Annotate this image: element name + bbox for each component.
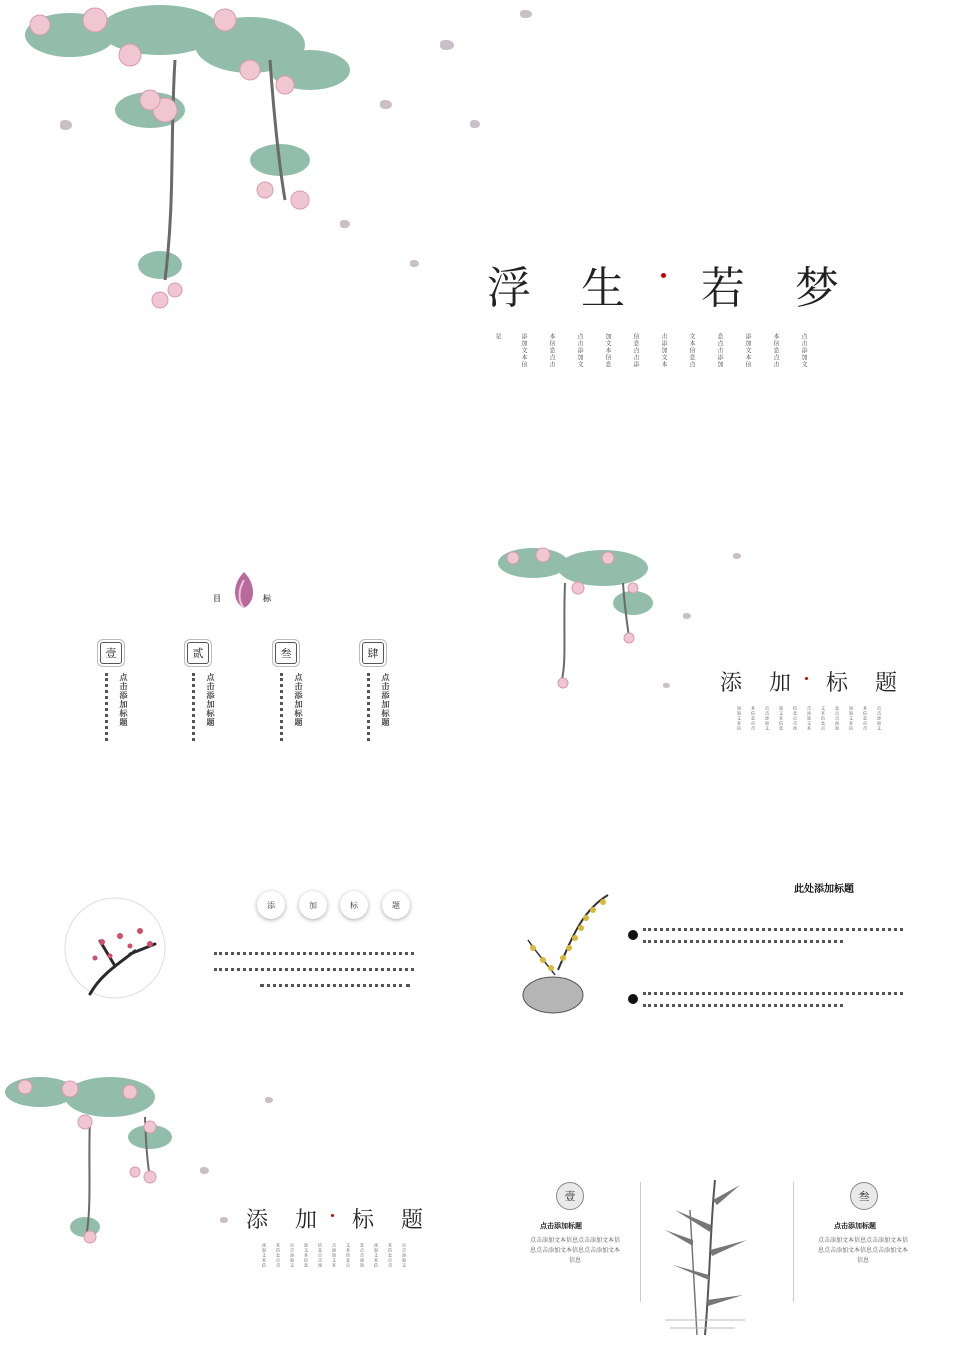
title-circle: 标 [340,891,368,919]
title-circle: 添 [257,891,285,919]
title-dot [805,677,808,680]
toc-right: 标 [263,594,271,603]
petal [200,1167,209,1174]
section-subtext-column: 添加文本信 [737,706,742,731]
section-subtext-column: 点击添加文 [765,706,770,731]
section-title-left: 添 加 [720,671,801,696]
toc-seal: 叁 [275,642,297,664]
section-subtext-column: 添加文本信 [262,1243,267,1268]
cover-title-right: 若 梦 [701,263,857,314]
title-circle: 加 [299,891,327,919]
section-subtext-column: 击添加文本 [332,1243,337,1268]
slide-vase [483,860,960,1060]
petal [663,683,670,688]
section-title-left: 添 加 [246,1208,327,1233]
right-text: 点击添加文本信息点击添加文本信息点击添加文本信息点击添加文本信息 [818,1237,909,1264]
body-line [214,952,414,956]
left-text: 点击添加文本信息点击添加文本信息点击添加文本信息点击添加文本信息 [530,1237,621,1264]
seal-left-text: 壹 [564,1190,576,1203]
cover-subtext-column: 点击添加文 [576,333,583,368]
section-subtext [737,706,887,731]
flower-vase-illustration [513,890,613,1020]
cherry-blossom-illustration [483,543,683,693]
ink-dot [628,994,638,1004]
body-line [214,968,414,972]
section-subtext-column: 信息点击添 [793,706,798,731]
cover-subtext-column: 添加文本信 [744,333,751,368]
cover-subtext-column: 点击添加文 [800,333,807,368]
title-dot [661,273,666,278]
section-subtext-column: 击添加文本 [807,706,812,731]
petal [733,553,741,559]
cover-subtext-column: 息点击添加 [716,333,723,368]
cover-subtext-column: 添加文本信 [520,333,527,368]
seal-circle-left [556,1182,584,1210]
body-line [643,1004,843,1007]
section-subtext-column: 本信息点击 [751,706,756,731]
vase-title: 此处添加标题 [794,884,854,895]
seal-circle-right [850,1182,878,1210]
section-subtext-column: 文本信息点 [821,706,826,731]
cover-subtext-column: 击添加文本 [660,333,667,368]
plum-blossom-illustration [60,896,170,1000]
toc-item-dots [192,673,196,741]
section-subtext-column: 本信息点击 [388,1243,393,1268]
section-subtext-column: 加文本信息 [304,1243,309,1268]
petal [265,1097,273,1103]
section-subtext-column: 添加文本信 [374,1243,379,1268]
petal [683,613,691,619]
right-title: 点击添加标题 [834,1221,876,1230]
section-title-right: 标 题 [826,671,907,696]
left-title: 点击添加标题 [540,1221,582,1230]
toc-item-dots [367,673,371,741]
slide-toc [0,540,480,810]
section-subtext-column: 息点击添加 [835,706,840,731]
cover-subtext-column: 本信息点击 [548,333,555,368]
slide-section-1 [483,543,960,813]
toc-item-label: 点击添加标题 [294,673,303,727]
toc-seal: 贰 [187,642,209,664]
section-subtext-column: 添加文本信 [849,706,854,731]
section-subtext [262,1243,412,1268]
slide-section-2 [0,1077,480,1347]
seal-right-text: 叁 [858,1190,870,1203]
section-subtext-column: 点击添加文 [877,706,882,731]
petal [470,120,480,128]
toc-item-dots [105,673,109,741]
cover-subtext-column: 加文本信息 [604,333,611,368]
toc-seal: 壹 [100,642,122,664]
section-subtext-column: 加文本信息 [779,706,784,731]
toc-item-label: 点击添加标题 [119,673,128,727]
body-line [260,984,410,988]
body-line [643,940,843,943]
cover-subtext-first: 是 [494,333,501,340]
cover-subtext [520,333,820,378]
ink-dot [628,930,638,940]
section-subtext-column: 文本信息点 [346,1243,351,1268]
toc-seal: 肆 [362,642,384,664]
section-subtext-column: 信息点击添 [318,1243,323,1268]
toc-item-dots [280,673,284,741]
section-subtext-column: 本信息点击 [863,706,868,731]
section-subtext-column: 点击添加文 [402,1243,407,1268]
slide-plum-circle [0,860,480,1060]
section-subtext-column: 息点击添加 [360,1243,365,1268]
toc-item-label: 点击添加标题 [206,673,215,727]
cherry-blossom-illustration [0,0,560,350]
bamboo-illustration [655,1170,755,1340]
cover-title-left: 浮 生 [487,263,643,314]
petal [380,100,392,109]
cover-subtext-column: 文本信息点 [688,333,695,368]
slide-cover [0,0,960,470]
body-line [643,992,903,995]
divider-line [640,1182,641,1302]
petal [220,1217,228,1223]
petal [60,120,72,130]
section-subtext-column: 点击添加文 [290,1243,295,1268]
body-line [643,928,903,931]
cover-subtext-column: 本信息点击 [772,333,779,368]
cover-subtext-column: 信息点击添 [632,333,639,368]
title-dot [331,1214,334,1217]
section-title-right: 标 题 [352,1208,433,1233]
petal [520,10,532,18]
toc-item-label: 点击添加标题 [381,673,390,727]
section-subtext-column: 本信息点击 [276,1243,281,1268]
petal [340,220,350,228]
title-circle: 题 [382,891,410,919]
toc-left: 目 [213,594,221,603]
divider-line [793,1182,794,1302]
petal [410,260,419,267]
petal [440,40,454,50]
lotus-petal-icon [230,570,258,610]
slide-bamboo [500,1160,960,1350]
